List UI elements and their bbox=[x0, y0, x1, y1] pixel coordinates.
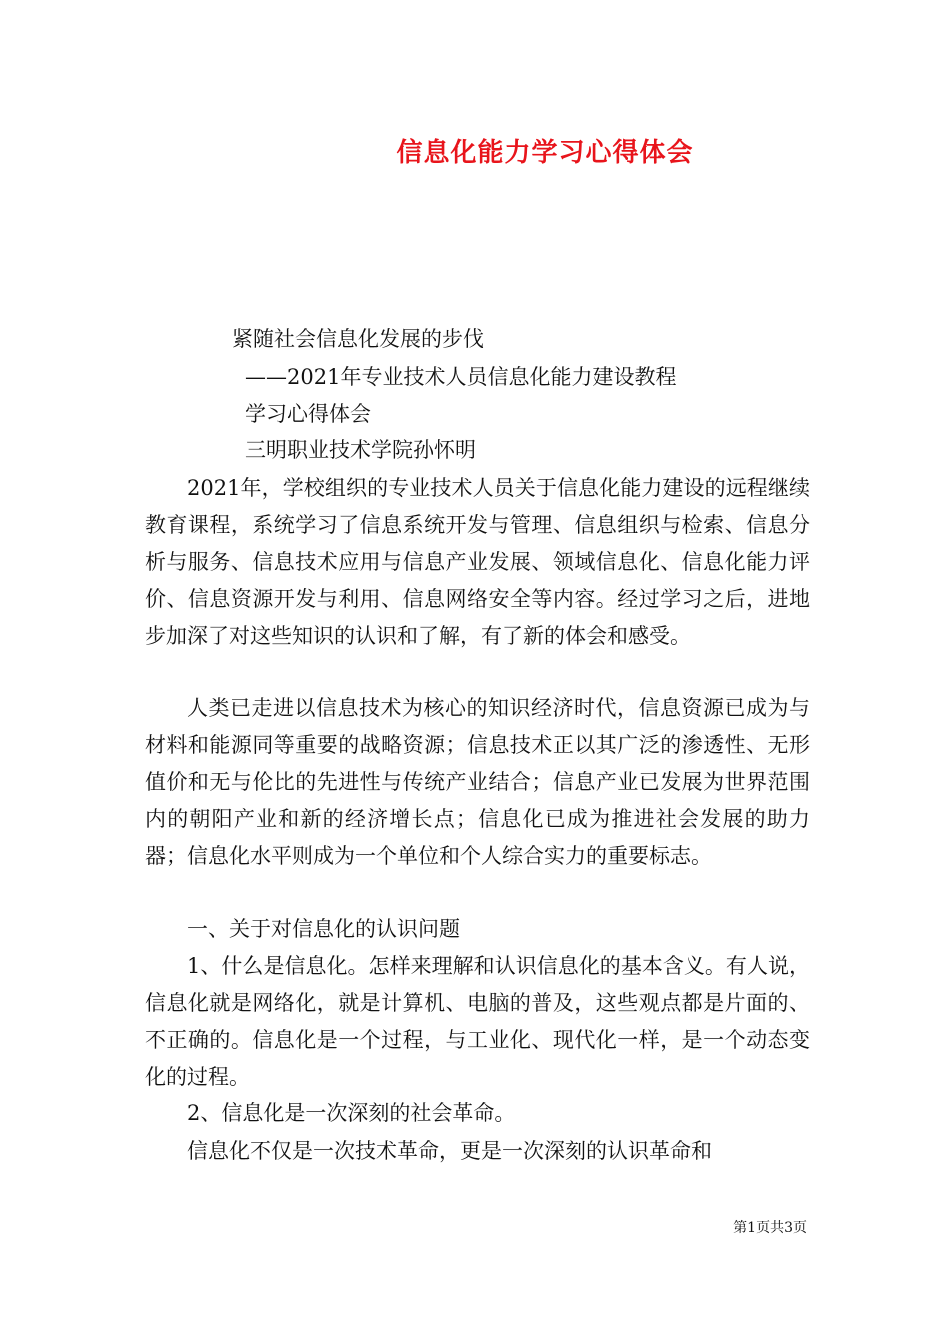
section-heading-block bbox=[145, 911, 810, 948]
paragraph-1: 2021年，学校组织的专业技术人员关于信息化能力建设的远程继续教育课程，系统学习了信息系统开发与管理、信息组织与检索、信息分析与服务、信息技术应用与信息产业发展、领域信息化、信息化能力评价、信息资源开发与利用、信息网络安全等内容。经过学习之后，进地步加深了对这些知识的认识和了解，有了新的体会和感受。 bbox=[145, 476, 810, 648]
subtitle-line-2: ——2021年专业技术人员信息化能力建设教程 bbox=[245, 365, 677, 389]
paragraph-block-1 bbox=[145, 470, 810, 655]
section-heading-1: 一、关于对信息化的认识问题 bbox=[187, 917, 460, 941]
paragraph-3: 1、什么是信息化。怎样来理解和认识信息化的基本含义。有人说，信息化就是网络化，就是计算机、电脑的普及，这些观点都是片面的、不正确的。信息化是一个过程，与工业化、现代化一样，是一个动态变化的过程。 bbox=[145, 954, 810, 1089]
document-title: 信息化能力学习心得体会 bbox=[396, 138, 694, 168]
subheading-block bbox=[145, 1095, 810, 1132]
paragraph-block-4 bbox=[145, 1133, 810, 1170]
paragraph-2: 人类已走进以信息技术为核心的知识经济时代，信息资源已成为与材料和能源同等重要的战略资源；信息技术正以其广泛的渗透性、无形值价和无与伦比的先进性与传统产业结合；信息产业已发展为世界范围内的朝阳产业和新的经济增长点；信息化已成为推进社会发展的助力器；信息化水平则成为一个单位和个人综合实力的重要标志。 bbox=[145, 696, 810, 868]
paragraph-block-2 bbox=[145, 690, 810, 875]
subtitle-line-3: 学习心得体会 bbox=[245, 402, 371, 426]
subheading-2: 2、信息化是一次深刻的社会革命。 bbox=[187, 1101, 516, 1125]
page-number-footer: 第1页共3页 bbox=[733, 1220, 807, 1236]
paragraph-4: 信息化不仅是一次技术革命，更是一次深刻的认识革命和 bbox=[187, 1139, 712, 1163]
author-line: 三明职业技术学院孙怀明 bbox=[245, 438, 476, 462]
subtitle-line-1: 紧随社会信息化发展的步伐 bbox=[232, 327, 484, 351]
paragraph-block-3 bbox=[145, 948, 810, 1096]
